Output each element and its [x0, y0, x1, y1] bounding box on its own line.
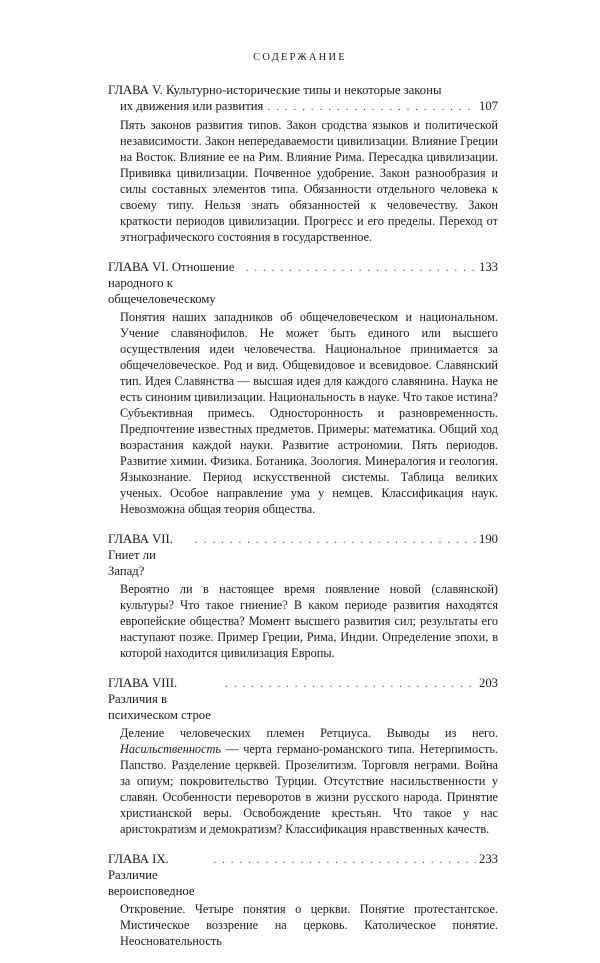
chapter-title	[108, 851, 498, 899]
chapter-title	[108, 259, 498, 307]
chapter-title-text: ГЛАВА VII. Гниет ли Запад?	[108, 532, 173, 578]
toc-entry-chapter-7	[108, 531, 498, 661]
desc-text-before: Деление человеческих племен Ретциуса. Выводы из него.	[120, 726, 498, 740]
chapter-title-text: ГЛАВА VIII. Различия в психическом строе	[108, 676, 211, 722]
chapter-title-text: ГЛАВА IX. Различие вероисповедное	[108, 852, 195, 898]
chapter-description: Пять законов развития типов. Закон сродства языков и политической независимости. Закон непередаваемости цивилизации. Влияние Греции на Восток. Влияние ее на Рим. Влияние Рима. Пересадка цивилизации. Прививка цивилизации. Почвенное удобрение. Закон разнообразия и силы составных элементов типа. Обязанности отдельного человека к своему типу. Нельзя знать обязанностей к человечеству. Закон краткости периодов цивилизации. Прогресс и его пределы. Переход от этнографического состояния в государственное.	[120, 118, 498, 244]
page-number: 233	[478, 852, 498, 866]
dot-leader	[267, 99, 476, 115]
chapter-title-text: ГЛАВА VI. Отношение народного к общечеловеческому	[108, 260, 235, 306]
page-number: 203	[478, 676, 498, 690]
page-number: 133	[478, 260, 498, 274]
desc-emphasis: Насильственность	[120, 742, 222, 756]
chapter-title	[108, 82, 498, 115]
desc-text-after: — черта германо-романского типа. Нетерпимость. Папство. Разделение церквей. Прозелитизм. Торговля неграми. Война за опиум; покровительство Турции. Отсутствие насильственности у славян. Особенности переворотов в жизни русского народа. Принятие христианской веры. Освобождение крестьян. Что такое у нас аристократизм и демократизм? Классификация нравственных качеств.	[120, 742, 498, 836]
toc-entry-chapter-6	[108, 259, 498, 517]
dot-leader	[225, 676, 476, 692]
chapter-description: Вероятно ли в настоящее время появление новой (славянской) культуры? Что такое гниение? В каком периоде развития находятся европейские общества? Момент высшего развития сил; результаты его наступают позже. Пример Греции, Рима, Индии. Определение эпохи, в которой находится цивилизация Европы.	[120, 582, 498, 660]
toc-entry-chapter-8	[108, 675, 498, 837]
dot-leader	[213, 852, 476, 868]
toc-entry-chapter-9	[108, 851, 498, 949]
page-header: СОДЕРЖАНИЕ	[253, 52, 347, 63]
chapter-title-line2: их движения или развития	[120, 99, 264, 113]
dot-leader	[195, 532, 476, 548]
chapter-description: Понятия наших западников об общечеловеческом и национальном. Учение славянофилов. Не может быть единого или высшего осуществления идеи человечества. Национальное принимается за общечеловеческое. Род и вид. Общевидовое и всевидовое. Славянский тип. Идея Славянства — высшая идея для каждого славянина. Наука не есть синоним цивилизации. Национальность в науке. Что такое истина? Субъективная примесь. Односторонность и разновременность. Предпочтение известных предметов. Примеры: математика. Общий ход возрастания каждой науки. Развитие астрономии. Пять периодов. Развитие химии. Физика. Ботаника. Зоология. Минералогия и геология. Языкознание. Период искусственной системы. Таблица великих ученых. Особое направление ума у немцев. Классификация наук. Невозможна общая теория общества.	[120, 310, 498, 516]
dot-leader	[246, 260, 476, 276]
chapter-description: Откровение. Четыре понятия о церкви. Понятие протестантское. Мистическое воззрение на церковь. Католическое понятие. Неосновательность	[120, 902, 498, 948]
toc-list	[108, 82, 498, 963]
chapter-title	[108, 531, 498, 579]
chapter-description	[108, 725, 498, 837]
page-number: 107	[478, 99, 498, 113]
chapter-title	[108, 675, 498, 723]
chapter-title-line1: ГЛАВА V. Культурно-исторические типы и некоторые законы	[108, 83, 442, 97]
page-number: 190	[478, 532, 498, 546]
toc-entry-chapter-5	[108, 82, 498, 245]
